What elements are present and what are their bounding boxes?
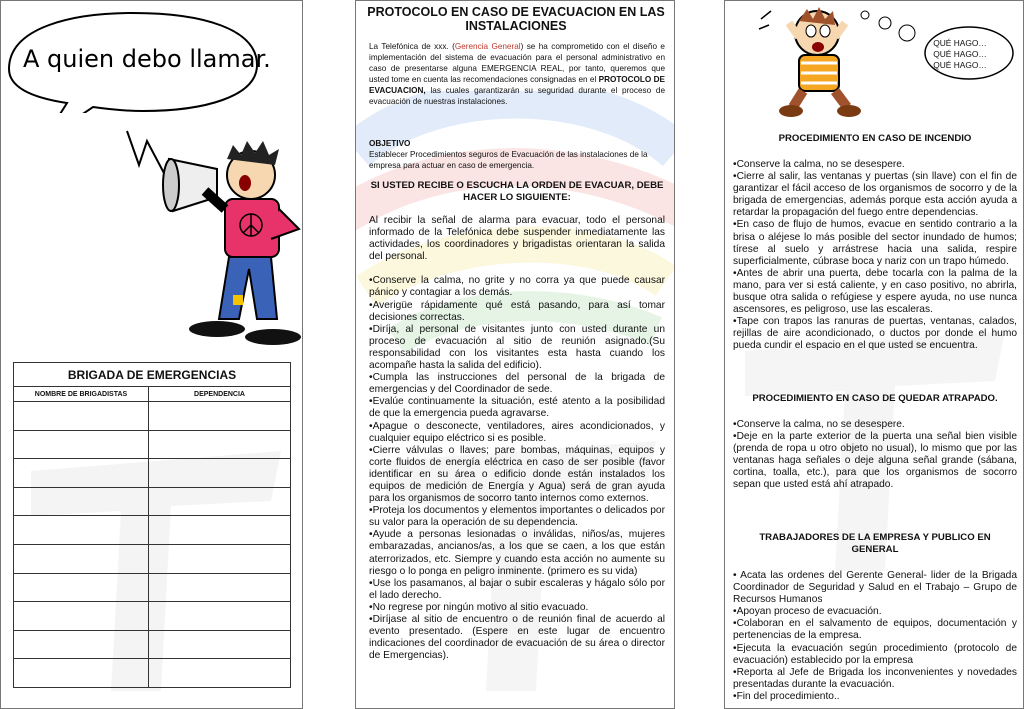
brigadist-name-cell	[14, 602, 149, 631]
department-cell	[149, 659, 291, 688]
evacuation-bullet: •Proteja los documentos y elementos importantes o delicados por su valor para la operación de su dependencia.	[369, 505, 665, 529]
evacuation-bullet: •No regrese por ningún motivo al sitio evacuado.	[369, 601, 589, 613]
table-row	[14, 659, 291, 688]
protocol-intro	[369, 41, 665, 107]
intro-highlight: Gerencia General	[454, 42, 521, 51]
intro-text-2: ) se ha comprometido con el diseño e implementación del sistema de evacuación para el personal administrativo en caso de presentarse alguna EMERGENCIA REAL, por tanto, queremos que usted tome en cuenta las recomendaciones consignadas en el	[369, 42, 665, 84]
center-panel	[355, 0, 675, 709]
evacuation-bullet: •Conserve la calma, no grite y no corra ya que puede causar pánico y contagiar a los demás.	[369, 275, 665, 299]
thought-text	[925, 38, 995, 71]
thought-line: QUÉ HAGO…	[933, 60, 987, 70]
brigadist-name-cell	[14, 487, 149, 516]
thought-line: QUÉ HAGO…	[933, 38, 987, 48]
intro-bold: PROTOCOLO DE EVACUACION,	[369, 75, 665, 95]
workers-bullet: • Acata las ordenes del Gerente General- lider de la Brigada Coordinador de Seguridad y Salud en el Trabajo – Grupo de Recursos Humanos	[733, 570, 1017, 606]
workers-bullet: •Reporta al Jefe de Brigada los inconvenientes y novedades presentadas durante la evacuación.	[733, 666, 1017, 690]
brigadist-name-cell	[14, 430, 149, 459]
fire-procedure-heading: PROCEDIMIENTO EN CASO DE INCENDIO	[778, 133, 972, 144]
table-row	[14, 573, 291, 602]
table-row	[14, 430, 291, 459]
fire-bullet: •En caso de flujo de humos, evacue en sentido contrario a la brisa o aléjese lo más posible del sector inundado de humos; tírese al suelo y arrástrese hacia una salida, respire superficialmente, cúbrase boca y nariz con un trapo húmedo.	[733, 219, 1017, 267]
department-cell	[149, 487, 291, 516]
evacuation-bullet: •Diríja, al personal de visitantes junto con usted durante un proceso de evacuación al sitio de reunión asignado.(Su responsabilidad con los visitantes esta hasta cuando los acompañe hasta la salida del edificio).	[369, 323, 665, 372]
left-panel	[0, 0, 303, 709]
table-row	[14, 459, 291, 488]
workers-bullet: •Colaboran en el salvamento de equipos, documentación y pertenencias de la empresa.	[733, 618, 1017, 642]
brigadist-name-cell	[14, 402, 149, 431]
workers-bullet: •Ejecuta la evacuación según procedimiento (protocolo de evacuación) establecido por la empresa	[733, 642, 1017, 666]
megaphone-person-illustration	[121, 119, 303, 359]
table-row	[14, 602, 291, 631]
evacuation-bullet: •Evalúe continuamente la situación, esté atento a la posibilidad de que la emergencia pueda agravarse.	[369, 396, 665, 420]
evacuation-bullet: •Use los pasamanos, al bajar o subir escaleras y hágalo sólo por el lado derecho.	[369, 577, 665, 601]
fire-bullet: •Antes de abrir una puerta, debe tocarla con la palma de la mano, para ver si está caliente, y en caso positivo, no abrirla, busque otra salida o refúgiese y espere ayuda, no use nunca ascensores, es peligroso, use las escaleras.	[733, 267, 1017, 316]
evacuation-lead: Al recibir la señal de alarma para evacuar, todo el personal informado de la Telefónica debe suspender inmediatamente las actividades, los coordinadores y brigadistas orientaran la salida del personal.	[369, 215, 665, 263]
trapped-bullet: •Deje en la parte exterior de la puerta una señal bien visible (prenda de ropa u otro objeto no usual), lo mismo que por las ventanas haga señales o deje alguna señal grande (sábana, cortina, toalla, etc.), para que los organismos de socorro sepan que usted está ahí atrapado.	[733, 431, 1017, 491]
protocol-title: PROTOCOLO EN CASO DE EVACUACION EN LAS INSTALACIONES	[367, 5, 665, 33]
brigadist-name-cell	[14, 544, 149, 573]
evacuation-subtitle: SI USTED RECIBE O ESCUCHA LA ORDEN DE EVACUAR, DEBE HACER LO SIGUIENTE:	[370, 180, 664, 203]
trapped-procedure-list	[733, 419, 1017, 492]
evacuation-bullet: •Averigüe rápidamente qué está pasando, para así tomar decisiones correctas.	[369, 299, 665, 323]
department-cell	[149, 630, 291, 659]
evacuation-instructions	[369, 215, 665, 662]
fire-bullet: •Tape con trapos las ranuras de puertas, ventanas, calados, rejillas de aire acondicionado, o ductos por donde el humo pueda cundir el espacio en el que usted se encuentra.	[733, 316, 1017, 352]
workers-bullet: •Fin del procedimiento..	[733, 690, 840, 702]
brigadist-name-cell	[14, 573, 149, 602]
objective-text: Establecer Procedimientos seguros de Evacuación de las instalaciones de la empresa para actuar en caso de emergencia.	[369, 150, 648, 170]
fire-procedure-list	[733, 159, 1017, 353]
workers-bullet: •Apoyan proceso de evacuación.	[733, 606, 882, 618]
evacuation-bullet: •Diríjase al sitio de encuentro o de reunión final de acuerdo al evento presentado. (Espere en este lugar de encuentro indicaciones del coordinador de evacuación de su área o director de Emergencias).	[369, 614, 665, 662]
table-row	[14, 544, 291, 573]
speech-text: A quien debo llamar.	[23, 45, 271, 73]
department-cell	[149, 402, 291, 431]
brigadist-name-cell	[14, 659, 149, 688]
thought-line: QUÉ HAGO…	[933, 49, 987, 59]
thought-bubble-dots	[845, 7, 925, 47]
evacuation-bullet: •Ayude a personas lesionadas o inválidas, niños/as, mujeres embarazadas, ancianos/as, a los que se caen, a los que están aterrorizados, etc. Siempre y cuando esta acción no aumente su riesgo o lo ponga en peligro inminente. (primero es su vida)	[369, 529, 665, 577]
department-cell	[149, 430, 291, 459]
evacuation-bullet: •Apague o desconecte, ventiladores, aires acondicionados, y cualquier equipo eléctrico si es posible.	[369, 420, 665, 444]
objective-heading: OBJETIVO	[369, 139, 411, 148]
evacuation-bullet-list	[369, 275, 665, 662]
brigadist-name-cell	[14, 516, 149, 545]
evacuation-bullet: •Cumpla las instrucciones del personal de la brigada de emergencias y del Coordinador de sede.	[369, 372, 665, 396]
department-cell	[149, 516, 291, 545]
workers-list	[733, 570, 1017, 703]
table-row	[14, 516, 291, 545]
trapped-procedure-heading: PROCEDIMIENTO EN CASO DE QUEDAR ATRAPADO.	[752, 393, 998, 404]
right-panel	[724, 0, 1024, 709]
table-row	[14, 487, 291, 516]
department-cell	[149, 459, 291, 488]
department-cell	[149, 544, 291, 573]
column-header-names: NOMBRE DE BRIGADISTAS	[14, 387, 149, 402]
table-row	[14, 402, 291, 431]
brigade-table-body	[14, 402, 291, 688]
intro-text-1: La Telefónica de xxx. (	[369, 42, 455, 51]
column-header-department: DEPENDENCIA	[149, 387, 291, 402]
fire-bullet: •Cierre al salir, las ventanas y puertas (sin llave) con el fin de garantizar el fácil acceso de los organismos de socorro y de la brigada de emergencias, además porque esta acción ayuda a retardar la propagación del fuego entre dependencias.	[733, 171, 1017, 219]
emergency-brigade-table	[13, 362, 291, 688]
table-row	[14, 630, 291, 659]
trapped-bullet: •Conserve la calma, no se desespere.	[733, 419, 905, 430]
evacuation-bullet: •Cierre válvulas o llaves; pare bombas, máquinas, equipos y corte fluidos de energía eléctrica en caso de ser posible (favor identificar en su área o edificio donde están instalados los equipos de medición de Energía y Agua) será de gran ayuda para los organismos de socorro tanto internos como externos.	[369, 444, 665, 505]
brigadist-name-cell	[14, 459, 149, 488]
brigade-table-title: BRIGADA DE EMERGENCIAS	[14, 363, 291, 387]
department-cell	[149, 573, 291, 602]
intro-text-3: las cuales garantizarán su seguridad durante el proceso de evacuación de nuestras instalaciones.	[369, 86, 665, 106]
brigadist-name-cell	[14, 630, 149, 659]
workers-heading: TRABAJADORES DE LA EMPRESA Y PUBLICO EN GENERAL	[759, 532, 991, 555]
department-cell	[149, 602, 291, 631]
fire-bullet: •Conserve la calma, no se desespere.	[733, 159, 905, 170]
